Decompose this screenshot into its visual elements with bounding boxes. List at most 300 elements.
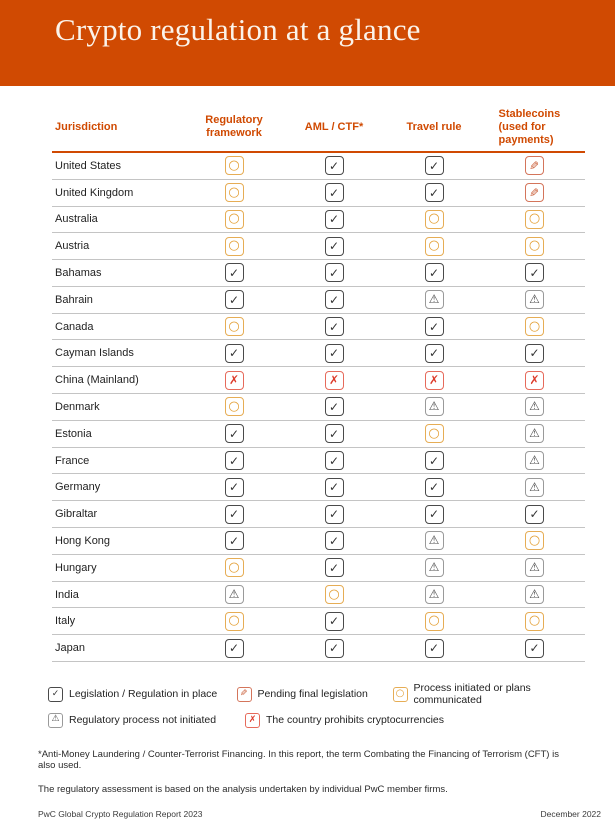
check-icon — [425, 183, 444, 202]
clock-icon — [225, 612, 244, 631]
status-cell — [184, 397, 284, 416]
legend-row — [48, 707, 593, 733]
status-cell — [384, 317, 484, 336]
legend-label: The country prohibits cryptocurrencies — [266, 714, 444, 727]
check-icon-glyph: ✓ — [328, 480, 340, 495]
check-icon-glyph: ✓ — [529, 346, 540, 361]
check-icon-glyph: ✓ — [428, 158, 440, 173]
status-cell — [184, 263, 284, 282]
status-cell — [184, 612, 284, 631]
status-cell — [184, 210, 284, 229]
check-icon-glyph: ✓ — [529, 265, 540, 280]
status-cell — [284, 612, 384, 631]
status-cell — [384, 156, 484, 175]
status-cell — [284, 397, 384, 416]
prohibited-cross-icon — [525, 371, 544, 390]
warning-triangle-icon-glyph: ⚠ — [529, 399, 540, 414]
check-icon — [325, 424, 344, 443]
status-cell — [384, 612, 484, 631]
clock-icon-glyph: ○ — [228, 559, 240, 575]
check-icon — [525, 263, 544, 282]
clock-icon-glyph: ○ — [428, 613, 440, 629]
warning-triangle-icon — [425, 397, 444, 416]
table-row — [52, 180, 585, 207]
check-icon — [225, 263, 244, 282]
jurisdiction-label: Austria — [55, 240, 90, 253]
status-cell — [384, 397, 484, 416]
status-cell — [384, 585, 484, 604]
status-cell — [184, 290, 284, 309]
status-cell — [284, 263, 384, 282]
footnotes — [38, 749, 577, 795]
status-cell — [384, 344, 484, 363]
status-cell — [184, 371, 284, 390]
footnote-assessment: The regulatory assessment is based on the analysis undertaken by individual PwC member firms. — [38, 784, 448, 796]
status-cell — [184, 424, 284, 443]
status-cell — [484, 210, 585, 229]
status-cell — [184, 639, 284, 658]
legend-item-pencil — [237, 687, 393, 702]
clock-icon — [325, 585, 344, 604]
status-cell — [484, 317, 585, 336]
table-row — [52, 474, 585, 501]
check-icon-glyph: ✓ — [428, 346, 440, 361]
legend-label: Legislation / Regulation in place — [69, 688, 218, 701]
clock-icon — [525, 531, 544, 550]
clock-icon — [225, 210, 244, 229]
status-cell — [384, 505, 484, 524]
table-row — [52, 635, 585, 662]
warning-triangle-icon — [425, 531, 444, 550]
prohibited-cross-icon-glyph: ✗ — [328, 373, 340, 388]
warning-triangle-icon-glyph: ⚠ — [529, 587, 540, 602]
warning-triangle-icon-glyph: ⚠ — [529, 560, 540, 575]
status-cell — [484, 290, 585, 309]
check-icon-glyph: ✓ — [428, 319, 440, 334]
status-cell — [384, 451, 484, 470]
check-icon — [325, 612, 344, 631]
jurisdiction-label: Canada — [55, 320, 94, 333]
check-icon — [325, 317, 344, 336]
clock-icon — [225, 156, 244, 175]
status-cell — [184, 237, 284, 256]
check-icon — [325, 210, 344, 229]
check-icon-glyph: ✓ — [529, 507, 540, 522]
check-icon — [325, 531, 344, 550]
status-cell — [184, 156, 284, 175]
check-icon — [225, 639, 244, 658]
check-icon — [325, 183, 344, 202]
table-row — [52, 608, 585, 635]
check-icon-glyph: ✓ — [328, 212, 340, 227]
warning-triangle-icon-glyph: ⚠ — [529, 453, 540, 468]
check-icon-glyph: ✓ — [328, 292, 340, 307]
status-cell — [384, 424, 484, 443]
jurisdiction-label: Denmark — [55, 400, 100, 413]
status-cell — [484, 371, 585, 390]
status-cell — [484, 183, 585, 202]
warning-triangle-icon — [425, 290, 444, 309]
status-cell — [484, 531, 585, 550]
status-cell — [284, 371, 384, 390]
jurisdiction-label: Australia — [55, 213, 98, 226]
status-cell — [384, 263, 484, 282]
check-icon — [425, 156, 444, 175]
prohibited-cross-icon-glyph: ✗ — [228, 373, 240, 388]
status-cell — [184, 183, 284, 202]
legend-label: Pending final legislation — [257, 688, 368, 701]
jurisdiction-label: India — [55, 588, 79, 601]
status-cell — [484, 451, 585, 470]
jurisdiction-label: Hungary — [55, 561, 97, 574]
check-icon — [325, 237, 344, 256]
check-icon-glyph: ✓ — [328, 158, 340, 173]
status-cell — [284, 585, 384, 604]
check-icon-glyph: ✓ — [228, 426, 240, 441]
column-header-aml-ctf: AML / CTF* — [304, 120, 364, 133]
warning-triangle-icon — [425, 585, 444, 604]
warning-triangle-icon — [525, 558, 544, 577]
jurisdiction-label: China (Mainland) — [55, 374, 139, 387]
clock-icon-glyph: ○ — [228, 157, 240, 173]
status-cell — [484, 558, 585, 577]
status-cell — [484, 424, 585, 443]
regulation-table — [52, 108, 585, 662]
clock-icon — [525, 612, 544, 631]
status-cell — [384, 478, 484, 497]
warning-triangle-icon-glyph: ⚠ — [228, 587, 240, 602]
jurisdiction-label: Estonia — [55, 427, 92, 440]
warning-triangle-icon — [525, 424, 544, 443]
status-cell — [384, 531, 484, 550]
page-title: Crypto regulation at a glance — [55, 12, 421, 47]
check-icon — [525, 639, 544, 658]
check-icon — [325, 290, 344, 309]
status-cell — [284, 478, 384, 497]
status-cell — [484, 505, 585, 524]
status-cell — [484, 639, 585, 658]
clock-icon — [425, 612, 444, 631]
footnote-aml-ctf: *Anti-Money Laundering / Counter-Terrorist Financing. In this report, the term Combating the Financing of Terrorism (CFT) is also used. — [38, 749, 559, 772]
clock-icon-glyph: ○ — [528, 532, 541, 548]
legend-label: Regulatory process not initiated — [69, 714, 217, 727]
check-icon — [325, 397, 344, 416]
check-icon — [225, 344, 244, 363]
status-cell — [484, 237, 585, 256]
jurisdiction-label: Germany — [55, 481, 101, 494]
check-icon-glyph: ✓ — [228, 346, 240, 361]
check-icon — [325, 451, 344, 470]
status-cell — [384, 237, 484, 256]
status-cell — [384, 183, 484, 202]
status-cell — [484, 397, 585, 416]
table-row — [52, 153, 585, 180]
table-row — [52, 260, 585, 287]
warning-triangle-icon — [225, 585, 244, 604]
table-row — [52, 287, 585, 314]
prohibited-cross-icon — [325, 371, 344, 390]
table-row — [52, 340, 585, 367]
clock-icon-glyph: ○ — [228, 318, 240, 334]
clock-icon — [525, 317, 544, 336]
status-cell — [184, 531, 284, 550]
clock-icon-glyph: ○ — [395, 687, 405, 699]
status-cell — [184, 478, 284, 497]
check-icon-glyph: ✓ — [328, 426, 340, 441]
status-cell — [284, 317, 384, 336]
status-cell — [284, 290, 384, 309]
check-icon-glyph: ✓ — [328, 319, 340, 334]
check-icon — [425, 317, 444, 336]
status-cell — [184, 585, 284, 604]
status-cell — [484, 478, 585, 497]
check-icon-glyph: ✓ — [328, 507, 340, 522]
status-cell — [184, 505, 284, 524]
check-icon-glyph: ✓ — [428, 480, 440, 495]
clock-icon — [425, 210, 444, 229]
column-header-travel-rule: Travel rule — [406, 120, 462, 133]
check-icon-glyph: ✓ — [328, 346, 340, 361]
check-icon — [225, 290, 244, 309]
check-icon-glyph: ✓ — [529, 641, 540, 656]
status-cell — [284, 237, 384, 256]
warning-triangle-icon-glyph: ⚠ — [428, 587, 440, 602]
prohibited-cross-icon-glyph: ✗ — [248, 714, 257, 725]
warning-triangle-icon-glyph: ⚠ — [428, 399, 440, 414]
check-icon-glyph: ✓ — [328, 453, 340, 468]
check-icon-glyph: ✓ — [228, 265, 240, 280]
check-icon-glyph: ✓ — [328, 614, 340, 629]
prohibited-cross-icon-glyph: ✗ — [529, 373, 540, 388]
jurisdiction-label: France — [55, 454, 90, 467]
check-icon — [325, 558, 344, 577]
check-icon — [225, 451, 244, 470]
header-banner — [0, 0, 615, 86]
pencil-icon-glyph: ✎ — [529, 185, 540, 200]
check-icon-glyph: ✓ — [228, 453, 240, 468]
check-icon-glyph: ✓ — [228, 533, 240, 548]
warning-triangle-icon-glyph: ⚠ — [529, 292, 540, 307]
clock-icon-glyph: ○ — [528, 238, 541, 254]
status-cell — [284, 558, 384, 577]
report-title-footer: PwC Global Crypto Regulation Report 2023 — [38, 809, 203, 819]
check-icon-glyph: ✓ — [328, 533, 340, 548]
status-cell — [284, 156, 384, 175]
check-icon — [325, 156, 344, 175]
warning-triangle-icon — [48, 713, 63, 728]
status-cell — [384, 290, 484, 309]
warning-triangle-icon-glyph: ⚠ — [428, 533, 440, 548]
check-icon-glyph: ✓ — [328, 641, 340, 656]
pencil-icon — [237, 687, 252, 702]
clock-icon-glyph: ○ — [228, 238, 240, 254]
check-icon — [325, 639, 344, 658]
jurisdiction-label: United Kingdom — [55, 186, 134, 199]
clock-icon — [225, 317, 244, 336]
check-icon — [325, 478, 344, 497]
status-cell — [284, 639, 384, 658]
jurisdiction-label: United States — [55, 159, 122, 172]
clock-icon-glyph: ○ — [228, 211, 240, 227]
pencil-icon — [525, 183, 544, 202]
jurisdiction-label: Gibraltar — [55, 508, 98, 521]
clock-icon — [393, 687, 408, 702]
clock-icon — [225, 397, 244, 416]
check-icon — [525, 505, 544, 524]
check-icon-glyph: ✓ — [328, 239, 340, 254]
status-cell — [384, 558, 484, 577]
status-cell — [484, 344, 585, 363]
table-header-row — [52, 108, 585, 153]
report-date: December 2022 — [540, 809, 601, 819]
clock-icon — [225, 558, 244, 577]
status-cell — [384, 371, 484, 390]
jurisdiction-label: Bahamas — [55, 266, 102, 279]
table-row — [52, 555, 585, 582]
check-icon-glyph: ✓ — [428, 641, 440, 656]
check-icon — [425, 344, 444, 363]
check-icon — [425, 263, 444, 282]
warning-triangle-icon — [525, 451, 544, 470]
warning-triangle-icon-glyph: ⚠ — [529, 426, 540, 441]
status-cell — [484, 585, 585, 604]
clock-icon-glyph: ○ — [328, 586, 340, 602]
check-icon — [525, 344, 544, 363]
warning-triangle-icon-glyph: ⚠ — [428, 560, 440, 575]
check-icon-glyph: ✓ — [328, 560, 340, 575]
pencil-icon — [525, 156, 544, 175]
check-icon-glyph: ✓ — [228, 292, 240, 307]
clock-icon-glyph: ○ — [428, 425, 440, 441]
clock-icon-glyph: ○ — [528, 211, 541, 227]
pencil-icon-glyph: ✎ — [529, 158, 540, 173]
status-cell — [284, 451, 384, 470]
check-icon-glyph: ✓ — [228, 641, 240, 656]
status-cell — [284, 531, 384, 550]
check-icon-glyph: ✓ — [428, 265, 440, 280]
table-body — [52, 153, 585, 662]
clock-icon — [525, 237, 544, 256]
jurisdiction-label: Italy — [55, 615, 76, 628]
table-row — [52, 448, 585, 475]
jurisdiction-label: Bahrain — [55, 293, 93, 306]
legend-label: Process initiated or plans communicated — [413, 682, 531, 707]
table-row — [52, 501, 585, 528]
check-icon — [425, 639, 444, 658]
clock-icon — [225, 183, 244, 202]
status-cell — [284, 344, 384, 363]
table-row — [52, 528, 585, 555]
status-cell — [384, 210, 484, 229]
check-icon — [225, 478, 244, 497]
warning-triangle-icon-glyph: ⚠ — [428, 292, 440, 307]
check-icon — [325, 344, 344, 363]
clock-icon-glyph: ○ — [428, 211, 440, 227]
table-row — [52, 582, 585, 609]
status-legend — [48, 681, 593, 733]
warning-triangle-icon — [525, 397, 544, 416]
status-cell — [184, 451, 284, 470]
warning-triangle-icon — [525, 478, 544, 497]
check-icon — [325, 505, 344, 524]
table-row — [52, 394, 585, 421]
clock-icon-glyph: ○ — [228, 398, 240, 414]
clock-icon-glyph: ○ — [228, 613, 240, 629]
status-cell — [284, 210, 384, 229]
check-icon-glyph: ✓ — [228, 480, 240, 495]
clock-icon-glyph: ○ — [428, 238, 440, 254]
legend-item-clock — [393, 682, 594, 706]
column-header-jurisdiction: Jurisdiction — [55, 120, 118, 133]
pencil-icon-glyph: ✎ — [240, 688, 248, 699]
status-cell — [184, 344, 284, 363]
prohibited-cross-icon-glyph: ✗ — [428, 373, 440, 388]
check-icon — [325, 263, 344, 282]
clock-icon — [425, 424, 444, 443]
table-row — [52, 314, 585, 341]
check-icon-glyph: ✓ — [428, 507, 440, 522]
legend-item-check — [48, 687, 237, 702]
clock-icon — [425, 237, 444, 256]
check-icon — [425, 505, 444, 524]
status-cell — [484, 156, 585, 175]
check-icon-glyph: ✓ — [428, 185, 440, 200]
check-icon — [425, 451, 444, 470]
check-icon — [225, 424, 244, 443]
status-cell — [184, 558, 284, 577]
check-icon — [425, 478, 444, 497]
status-cell — [384, 639, 484, 658]
table-row — [52, 421, 585, 448]
check-icon — [225, 505, 244, 524]
check-icon — [225, 531, 244, 550]
check-icon-glyph: ✓ — [228, 507, 240, 522]
warning-triangle-icon — [425, 558, 444, 577]
clock-icon-glyph: ○ — [228, 184, 240, 200]
jurisdiction-label: Cayman Islands — [55, 347, 134, 360]
clock-icon — [525, 210, 544, 229]
warning-triangle-icon — [525, 585, 544, 604]
status-cell — [284, 505, 384, 524]
status-cell — [484, 263, 585, 282]
prohibited-cross-icon — [225, 371, 244, 390]
status-cell — [484, 612, 585, 631]
clock-icon — [225, 237, 244, 256]
legend-row — [48, 681, 593, 707]
check-icon-glyph: ✓ — [328, 399, 340, 414]
jurisdiction-label: Japan — [55, 642, 85, 655]
legend-item-cross — [245, 713, 444, 728]
prohibited-cross-icon — [245, 713, 260, 728]
status-cell — [284, 424, 384, 443]
check-icon-glyph: ✓ — [428, 453, 440, 468]
warning-triangle-icon-glyph: ⚠ — [529, 479, 540, 494]
check-icon-glyph: ✓ — [328, 265, 340, 280]
jurisdiction-label: Hong Kong — [55, 534, 111, 547]
check-icon-glyph: ✓ — [328, 185, 340, 200]
prohibited-cross-icon — [425, 371, 444, 390]
status-cell — [184, 317, 284, 336]
column-header-stablecoins: Stablecoins (used for payments) — [498, 108, 561, 146]
table-row — [52, 207, 585, 234]
legend-item-triangle — [48, 713, 245, 728]
table-row — [52, 367, 585, 394]
table-row — [52, 233, 585, 260]
check-icon — [48, 687, 63, 702]
column-header-regulatory-framework: Regulatory framework — [205, 114, 263, 140]
check-icon-glyph: ✓ — [51, 688, 60, 699]
clock-icon-glyph: ○ — [528, 613, 541, 629]
